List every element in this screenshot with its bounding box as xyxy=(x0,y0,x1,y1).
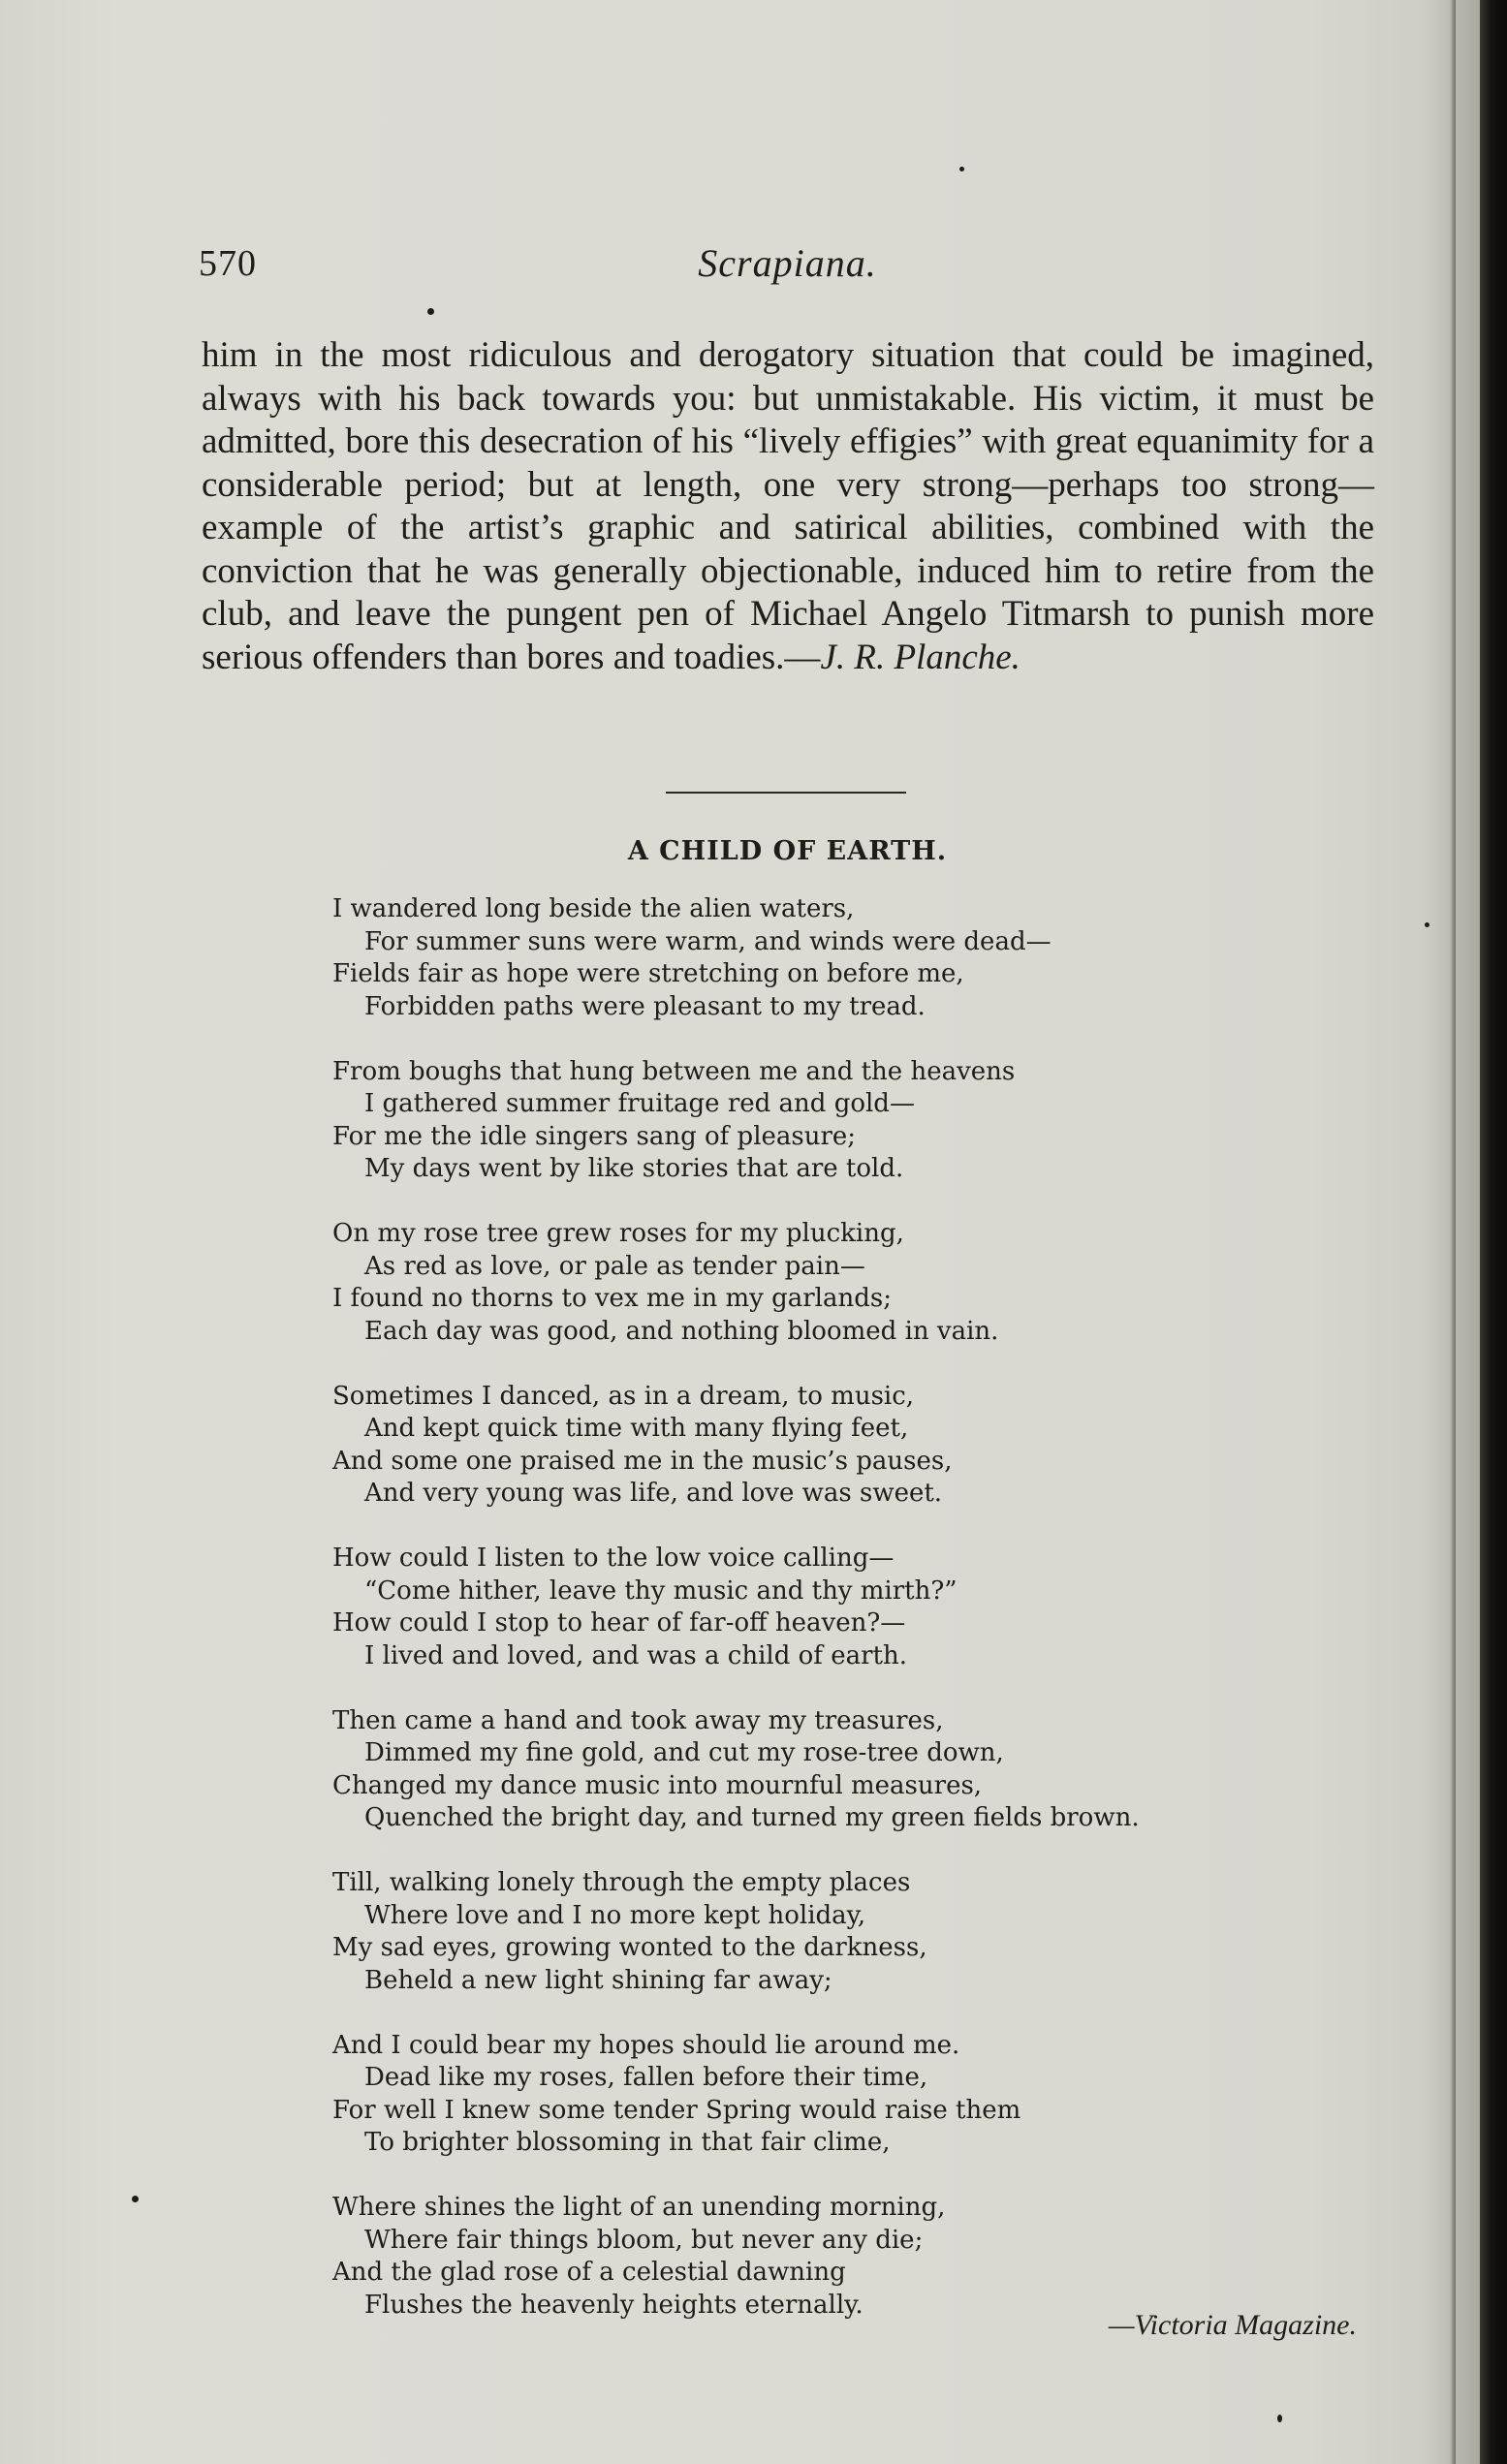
poem-line: Then came a hand and took away my treasures, xyxy=(332,1705,944,1735)
ink-speck xyxy=(1277,2415,1282,2422)
poem-line: Forbidden paths were pleasant to my tread. xyxy=(364,991,926,1021)
prose-signature: J. R. Planche. xyxy=(820,637,1020,677)
prose-text: him in the most ridiculous and derogatory situation that could be imagined, always with his back towards you: but unmistakable. His victim, it must be admitted, bore this desecration of his “lively effigies” with great equanimity for a considerable period; but at length, one very strong—perhaps too strong—example of the artist’s graphic and satirical abilities, combined with the conviction that he was generally objectionable, induced him to retire from the club, and leave the pungent pen of Michael Angelo Titmarsh to punish more serious offenders than bores and toadies.— xyxy=(202,335,1374,677)
poem-line: Changed my dance music into mournful measures, xyxy=(332,1770,983,1800)
poem-stanza xyxy=(332,1867,1379,1997)
poem-stanza xyxy=(332,2192,1379,2322)
poem-line: And I could bear my hopes should lie around me. xyxy=(332,2030,960,2060)
poem-line: “Come hither, leave thy music and thy mirth?” xyxy=(364,1575,958,1606)
poem-stanza xyxy=(332,1705,1379,1835)
poem-line: And the glad rose of a celestial dawning xyxy=(332,2258,846,2287)
poem-line: On my rose tree grew roses for my plucking, xyxy=(332,1219,904,1248)
poem-stanza xyxy=(332,1381,1379,1511)
poem-line: I wandered long beside the alien waters, xyxy=(332,894,855,923)
ink-speck xyxy=(959,167,964,172)
poem-attribution: —Victoria Magazine. xyxy=(1108,2309,1357,2341)
prose-body xyxy=(202,334,1374,679)
page-number: 570 xyxy=(199,243,257,284)
book-binding xyxy=(1480,0,1507,2464)
poem-line: Where shines the light of an unending morning, xyxy=(332,2193,946,2222)
poem-line: To brighter blossoming in that fair clime, xyxy=(364,2128,891,2157)
poem-line: Where fair things bloom, but never any die; xyxy=(364,2225,924,2255)
poem-line: Sometimes I danced, as in a dream, to music, xyxy=(332,1381,915,1411)
poem-line: And very young was life, and love was sweet. xyxy=(364,1479,943,1508)
poem-line: How could I stop to hear of far-off heaven?— xyxy=(332,1608,906,1637)
poem-line: Dead like my roses, fallen before their time, xyxy=(364,2063,928,2092)
page-gutter-shadow xyxy=(1450,0,1456,2464)
poem-line: Fields fair as hope were stretching on before me, xyxy=(332,959,964,988)
ink-speck xyxy=(427,308,434,315)
poem-line: I lived and loved, and was a child of earth. xyxy=(364,1640,907,1670)
poem-line: As red as love, or pale as tender pain— xyxy=(364,1251,865,1281)
poem-line: For me the idle singers sang of pleasure; xyxy=(332,1121,857,1151)
poem-line: How could I listen to the low voice calling— xyxy=(332,1544,895,1573)
poem-title: A CHILD OF EARTH. xyxy=(627,836,948,866)
poem-line: Dimmed my fine gold, and cut my rose-tree down, xyxy=(364,1738,1004,1767)
poem-stanza xyxy=(332,893,1379,1023)
poem-line: And kept quick time with many flying feet, xyxy=(364,1414,909,1443)
running-head: Scrapiana. xyxy=(698,241,877,285)
poem-line: Quenched the bright day, and turned my green fields brown. xyxy=(364,1803,1140,1832)
poem-line: I gathered summer fruitage red and gold— xyxy=(364,1089,915,1118)
poem-line: Beheld a new light shining far away; xyxy=(364,1965,832,1995)
poem-line: Where love and I no more kept holiday, xyxy=(364,1900,866,1930)
poem-line: My sad eyes, growing wonted to the darkness, xyxy=(332,1933,927,1962)
poem-stanza xyxy=(332,1543,1379,1672)
poem-line: Till, walking lonely through the empty places xyxy=(332,1868,911,1897)
ink-speck xyxy=(1425,922,1429,927)
section-divider xyxy=(666,792,906,794)
poem-line: For well I knew some tender Spring would raise them xyxy=(332,2095,1021,2125)
prose-paragraph xyxy=(202,334,1374,679)
poem-line: And some one praised me in the music’s pauses, xyxy=(332,1446,953,1476)
poem-stanza xyxy=(332,1218,1379,1348)
poem-line: Each day was good, and nothing bloomed in vain. xyxy=(364,1316,999,1346)
poem-line: From boughs that hung between me and the heavens xyxy=(332,1056,1016,1086)
poem-stanza xyxy=(332,1056,1379,1186)
poem-line: For summer suns were warm, and winds were dead— xyxy=(364,926,1052,956)
poem-line: Flushes the heavenly heights eternally. xyxy=(364,2290,863,2320)
poem-line: My days went by like stories that are told. xyxy=(364,1154,904,1183)
poem-stanza xyxy=(332,2030,1379,2160)
ink-speck xyxy=(132,2196,139,2202)
poem-body xyxy=(332,893,1379,2355)
poem-line: I found no thorns to vex me in my garlands; xyxy=(332,1284,892,1313)
page-header xyxy=(199,242,1376,300)
